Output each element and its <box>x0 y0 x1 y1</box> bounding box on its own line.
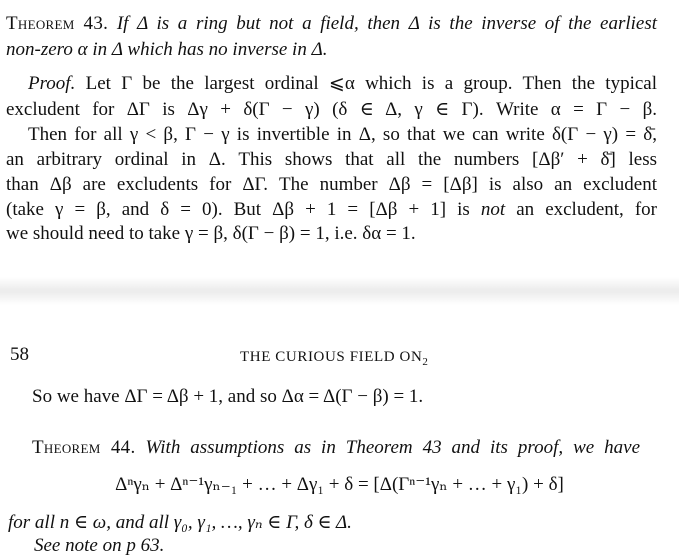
proof-line-3: Then for all γ < β, Γ − γ is invertible in Δ, so that we can write δ(Γ − γ) = δ̄, <box>28 124 657 145</box>
theorem-44-heading: Theorem 44. <box>32 437 136 458</box>
proof-line-7: we should need to take γ = β, δ(Γ − β) = 1, i.e. δα = 1. <box>6 223 416 244</box>
theorem-44-statement: With assumptions as in Theorem 43 and its proof, we have <box>145 437 641 458</box>
result-line: So we have ΔΓ = Δβ + 1, and so Δα = Δ(Γ − β) = 1. <box>32 386 424 407</box>
theorem-43-heading: Theorem 43. <box>6 13 109 34</box>
proof-line-4: an arbitrary ordinal in Δ. This shows that all the numbers [Δβ′ + δ̄] less <box>6 149 657 170</box>
page-number: 58 <box>10 344 29 365</box>
theorem-43-line-1 <box>6 13 657 35</box>
running-head: THE CURIOUS FIELD $ON_2$ <box>240 349 429 368</box>
display-formula: Δⁿγₙ + Δⁿ⁻¹γₙ₋₁ + … + Δγ₁ + δ = [Δ(Γⁿ⁻¹γₙ + … + γ₁) + δ] <box>115 474 564 495</box>
proof-line-1: Proof. Let Γ be the largest ordinal ⩽α which is a group. Then the typical <box>28 73 658 94</box>
note-line: See note on p 63. <box>34 535 165 556</box>
proof-label: Proof. <box>28 73 76 94</box>
page-break <box>0 277 679 305</box>
quantifier-line: for all n ∈ ω, and all γ₀, γ₁, …, γₙ ∈ Γ, δ ∈ Δ. <box>8 512 352 533</box>
theorem-43-line-2: non-zero α in Δ which has no inverse in Δ. <box>6 39 328 60</box>
theorem-43-statement-1: If Δ is a ring but not a field, then Δ is the inverse of the earliest <box>116 13 658 34</box>
proof-line-6: (take γ = β, and δ = 0). But Δβ + 1 = [Δβ + 1] is not an excludent, for <box>6 199 658 220</box>
theorem-44-line <box>32 437 640 459</box>
proof-line-2: excludent for ΔΓ is Δγ + δ(Γ − γ) (δ ∈ Δ, γ ∈ Γ). Write α = Γ − β. <box>6 99 657 120</box>
proof-line-5: than Δβ are excludents for ΔΓ. The number Δβ = [Δβ] is also an excludent <box>6 174 657 195</box>
emphasis-not: not <box>480 199 506 220</box>
